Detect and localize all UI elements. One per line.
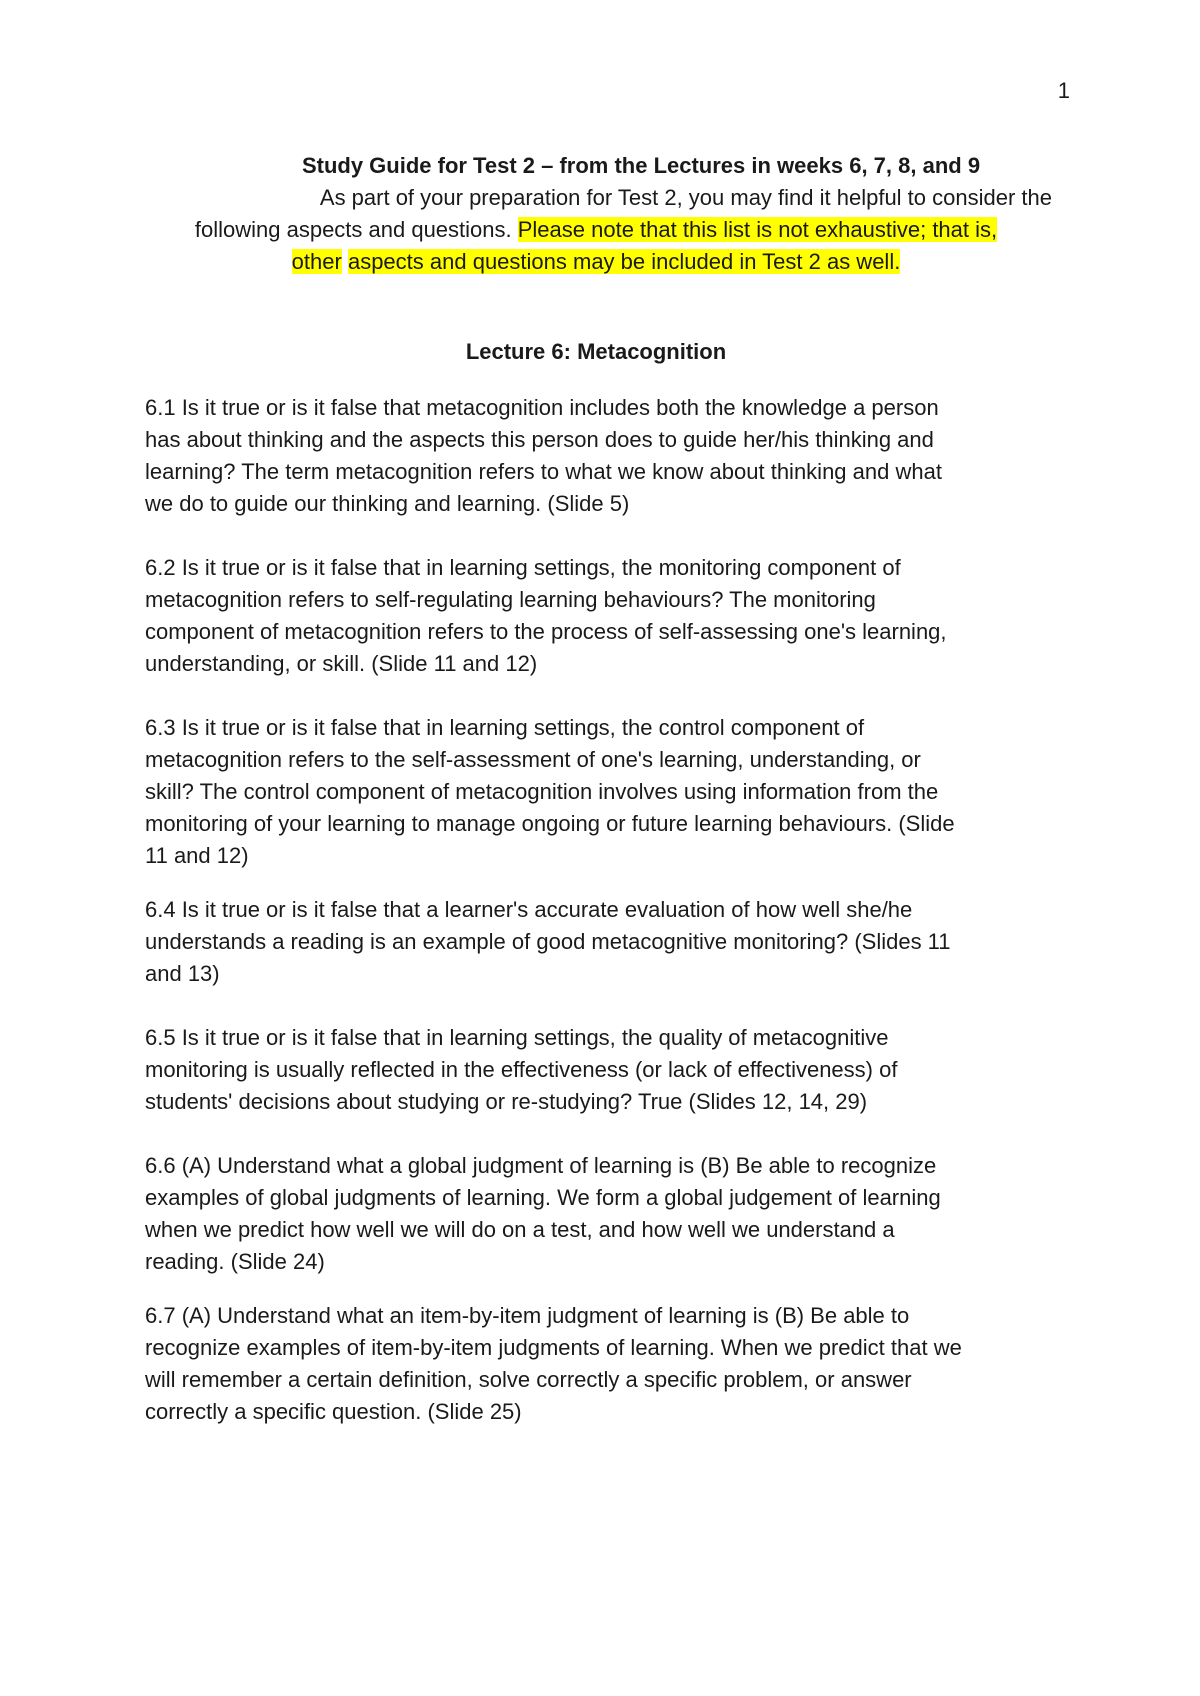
question-line: monitoring of your learning to manage ongoing or future learning behaviours. (Slide — [145, 811, 955, 836]
question-line: component of metacognition refers to the process of self-assessing one's learning, — [145, 619, 947, 644]
question-line: when we predict how well we will do on a test, and how well we understand a — [145, 1217, 895, 1242]
question-line: monitoring is usually reflected in the effectiveness (or lack of effectiveness) of — [145, 1057, 898, 1082]
highlighted-notice-part-3: aspects and questions may be included in Test 2 as well. — [347, 249, 901, 274]
question-line: metacognition refers to the self-assessment of one's learning, understanding, or — [145, 747, 921, 772]
question-6-6 — [145, 1150, 1055, 1278]
question-line: examples of global judgments of learning. We form a global judgement of learning — [145, 1185, 941, 1210]
question-line: 6.6 (A) Understand what a global judgment of learning is (B) Be able to recognize — [145, 1153, 937, 1178]
question-line: 6.2 Is it true or is it false that in learning settings, the monitoring component of — [145, 555, 901, 580]
intro-line-1 — [140, 182, 1052, 214]
question-line: will remember a certain definition, solve correctly a specific problem, or answer — [145, 1367, 912, 1392]
document-header — [140, 150, 1052, 278]
highlighted-notice-part-1: Please note that this list is not exhaustive; that is, — [517, 217, 998, 242]
intro-line-1-text: As part of your preparation for Test 2, you may find it helpful to consider the — [319, 185, 1052, 210]
intro-line-2 — [140, 214, 1052, 246]
document-title: Study Guide for Test 2 – from the Lectures in weeks 6, 7, 8, and 9 — [301, 153, 981, 178]
question-line: metacognition refers to self-regulating learning behaviours? The monitoring — [145, 587, 876, 612]
question-6-1 — [145, 392, 1055, 520]
question-line: and 13) — [145, 961, 220, 986]
question-line: reading. (Slide 24) — [145, 1249, 325, 1274]
question-6-2 — [145, 552, 1055, 680]
question-line: understands a reading is an example of good metacognitive monitoring? (Slides 11 — [145, 929, 951, 954]
question-line: correctly a specific question. (Slide 25) — [145, 1399, 522, 1424]
question-6-4 — [145, 894, 1055, 990]
highlighted-notice-part-2: other — [291, 249, 342, 274]
question-list — [145, 392, 1055, 1428]
question-line: has about thinking and the aspects this person does to guide her/his thinking and — [145, 427, 934, 452]
intro-line-3 — [140, 246, 1052, 278]
question-line: 6.4 Is it true or is it false that a learner's accurate evaluation of how well she/he — [145, 897, 913, 922]
question-line: 11 and 12) — [145, 843, 249, 868]
question-6-3 — [145, 712, 1055, 872]
question-line: understanding, or skill. (Slide 11 and 12) — [145, 651, 538, 676]
question-line: 6.3 Is it true or is it false that in learning settings, the control component of — [145, 715, 865, 740]
question-line: skill? The control component of metacognition involves using information from the — [145, 779, 939, 804]
question-line: 6.7 (A) Understand what an item-by-item judgment of learning is (B) Be able to — [145, 1303, 910, 1328]
question-line: recognize examples of item-by-item judgments of learning. When we predict that we — [145, 1335, 962, 1360]
question-line: 6.5 Is it true or is it false that in learning settings, the quality of metacognitive — [145, 1025, 889, 1050]
question-line: 6.1 Is it true or is it false that metacognition includes both the knowledge a person — [145, 395, 939, 420]
question-line: students' decisions about studying or re-studying? True (Slides 12, 14, 29) — [145, 1089, 868, 1114]
intro-line-2-text: following aspects and questions. — [194, 217, 518, 242]
question-line: learning? The term metacognition refers to what we know about thinking and what — [145, 459, 942, 484]
lecture-title: Lecture 6: Metacognition — [465, 339, 727, 364]
question-6-7 — [145, 1300, 1055, 1428]
question-line: we do to guide our thinking and learning. (Slide 5) — [145, 491, 630, 516]
page-number: 1 — [1057, 78, 1070, 103]
question-6-5 — [145, 1022, 1055, 1118]
